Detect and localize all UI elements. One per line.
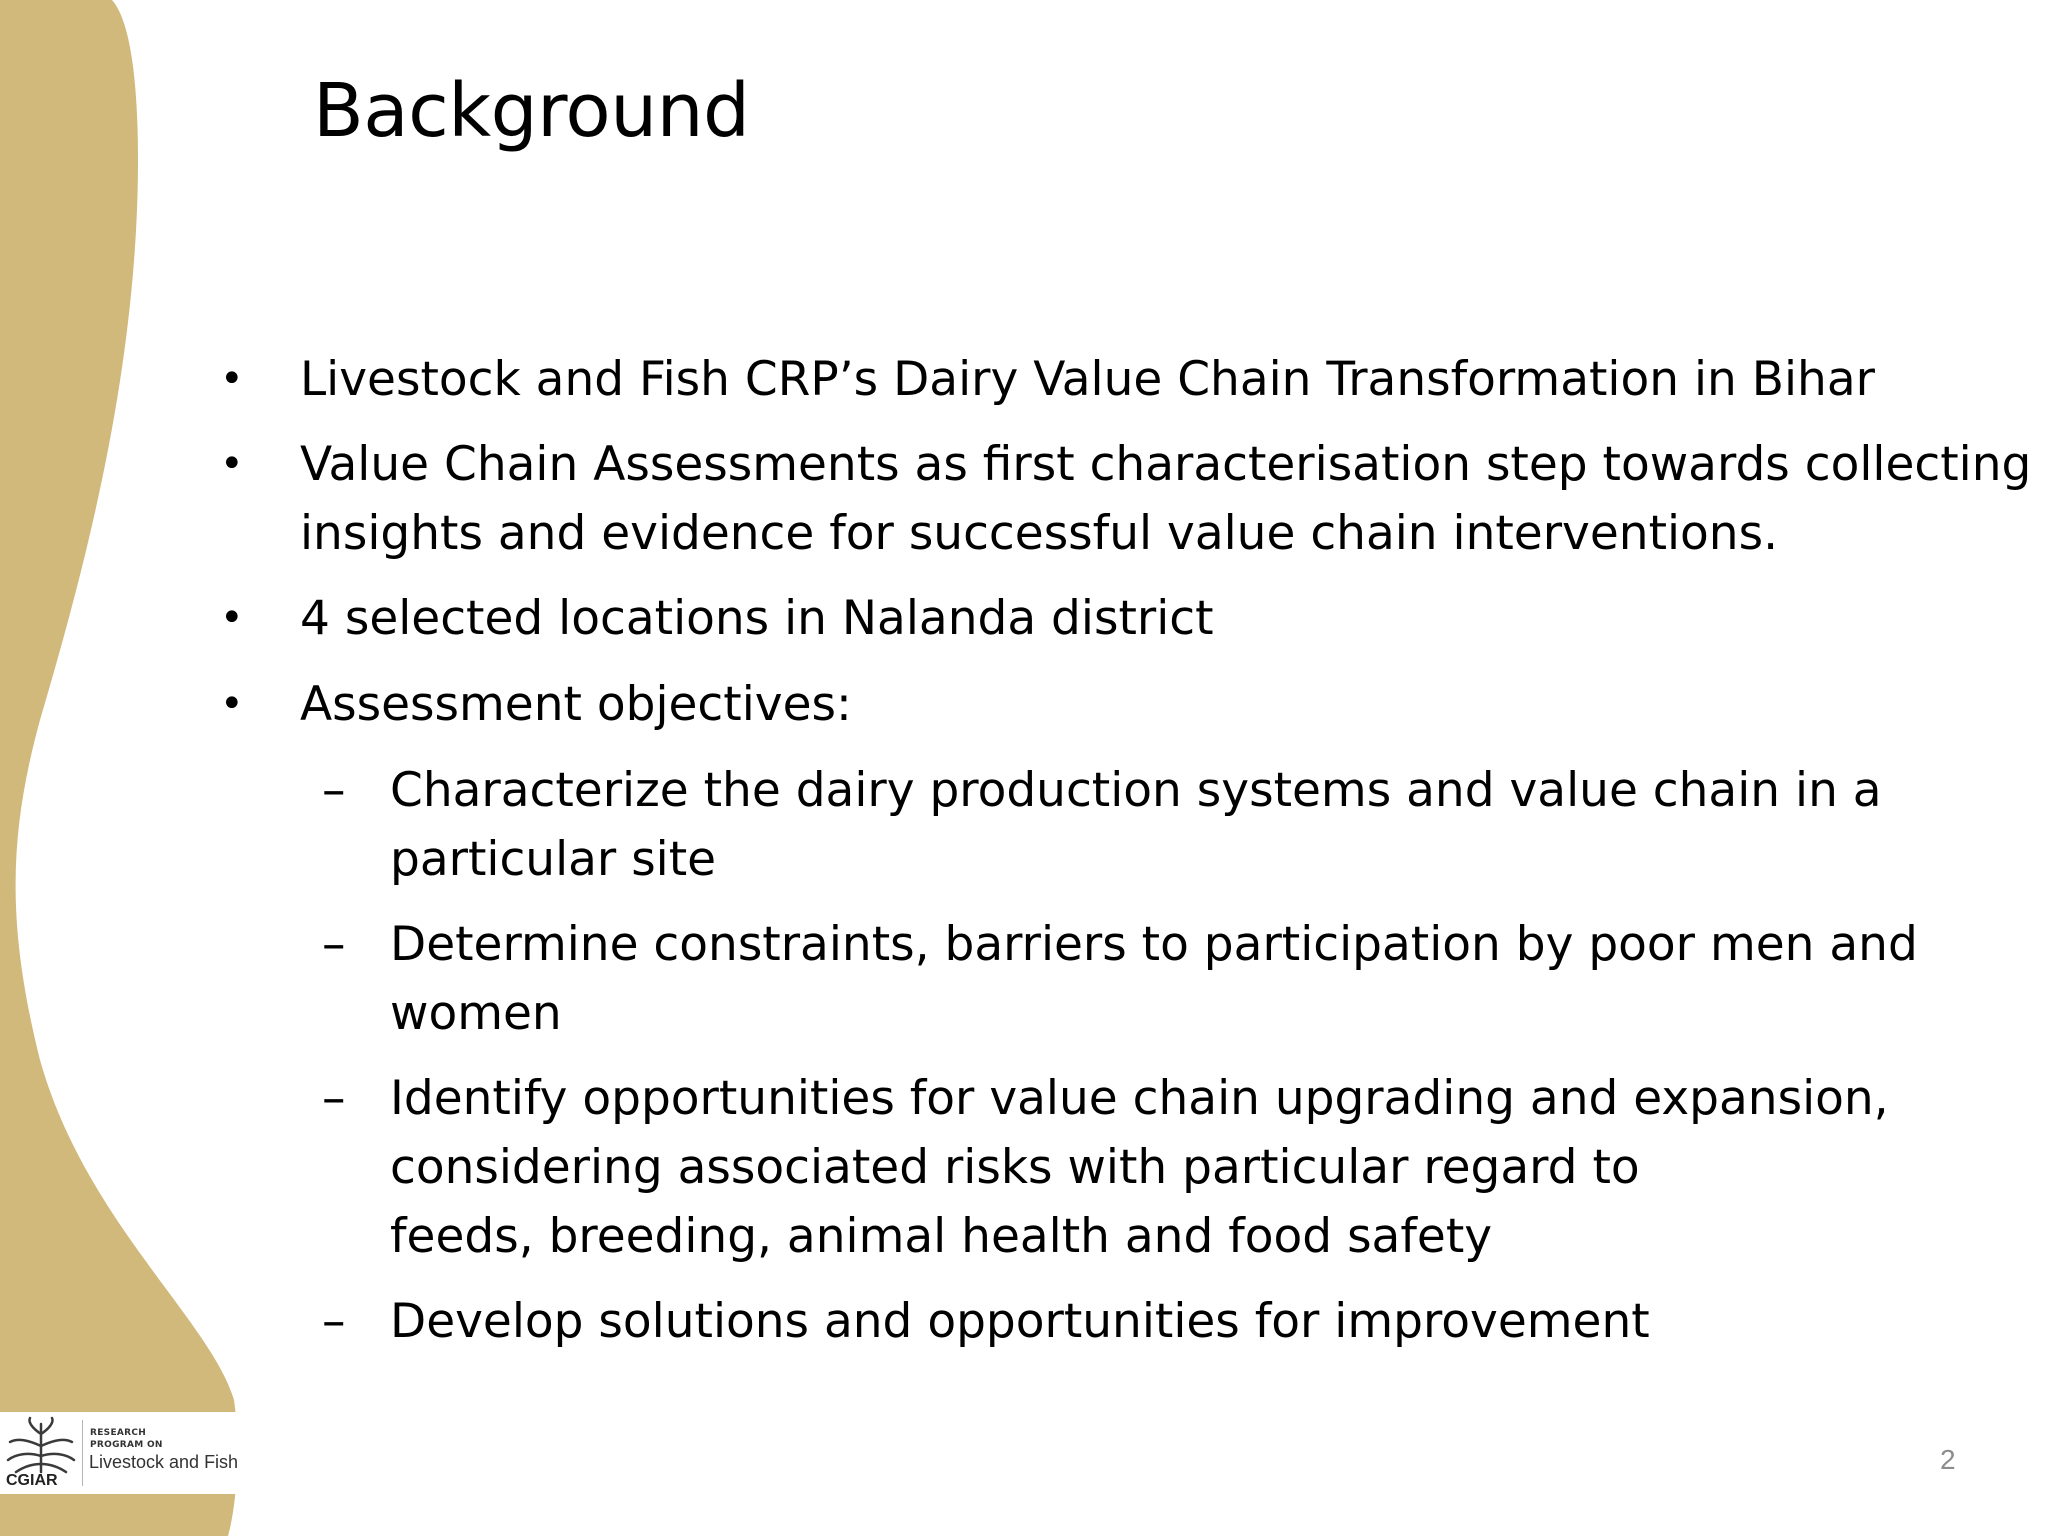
bullet-text: Assessment objectives:	[300, 677, 852, 732]
sub-bullet-text: Identify opportunities for value chain upgrading and expansion,	[390, 1071, 1889, 1126]
sub-bullet-text: Characterize the dairy production systems and value chain in a	[390, 763, 1882, 818]
sub-bullet-text: Determine constraints, barriers to participation by poor men and	[390, 917, 1918, 972]
sub-bullet-text: women	[390, 986, 562, 1041]
bullet-text: Value Chain Assessments as first characterisation step towards collecting	[300, 437, 2032, 492]
bullet-marker: •	[220, 356, 244, 402]
logo-research-label: RESEARCH	[90, 1428, 147, 1438]
bullet-marker: •	[220, 441, 244, 487]
page-number: 2	[1940, 1444, 1956, 1475]
sub-bullet-marker: –	[322, 763, 346, 818]
sub-bullet-marker: –	[322, 1071, 346, 1126]
bullet-marker: •	[220, 595, 244, 641]
logo-program-name: Livestock and Fish	[89, 1452, 239, 1472]
logo-org-name: CGIAR	[6, 1472, 58, 1489]
program-logo	[0, 1412, 240, 1494]
bullet-marker: •	[220, 681, 244, 727]
sub-bullet-text: considering associated risks with particular regard to	[390, 1140, 1640, 1195]
sub-bullet-marker: –	[322, 917, 346, 972]
bullet-text: 4 selected locations in Nalanda district	[300, 591, 1214, 646]
sub-bullet-text: Develop solutions and opportunities for improvement	[390, 1294, 1650, 1349]
sub-bullet-marker: –	[322, 1294, 346, 1349]
bullet-text: insights and evidence for successful value chain interventions.	[300, 506, 1779, 561]
slide-title: Background	[313, 68, 750, 154]
sub-bullet-text: particular site	[390, 832, 717, 887]
sub-bullet-text: feeds, breeding, animal health and food safety	[390, 1209, 1493, 1264]
logo-program-label: PROGRAM ON	[90, 1440, 163, 1450]
bullet-text: Livestock and Fish CRP’s Dairy Value Chain Transformation in Bihar	[300, 352, 1875, 407]
logo-divider	[82, 1420, 83, 1486]
